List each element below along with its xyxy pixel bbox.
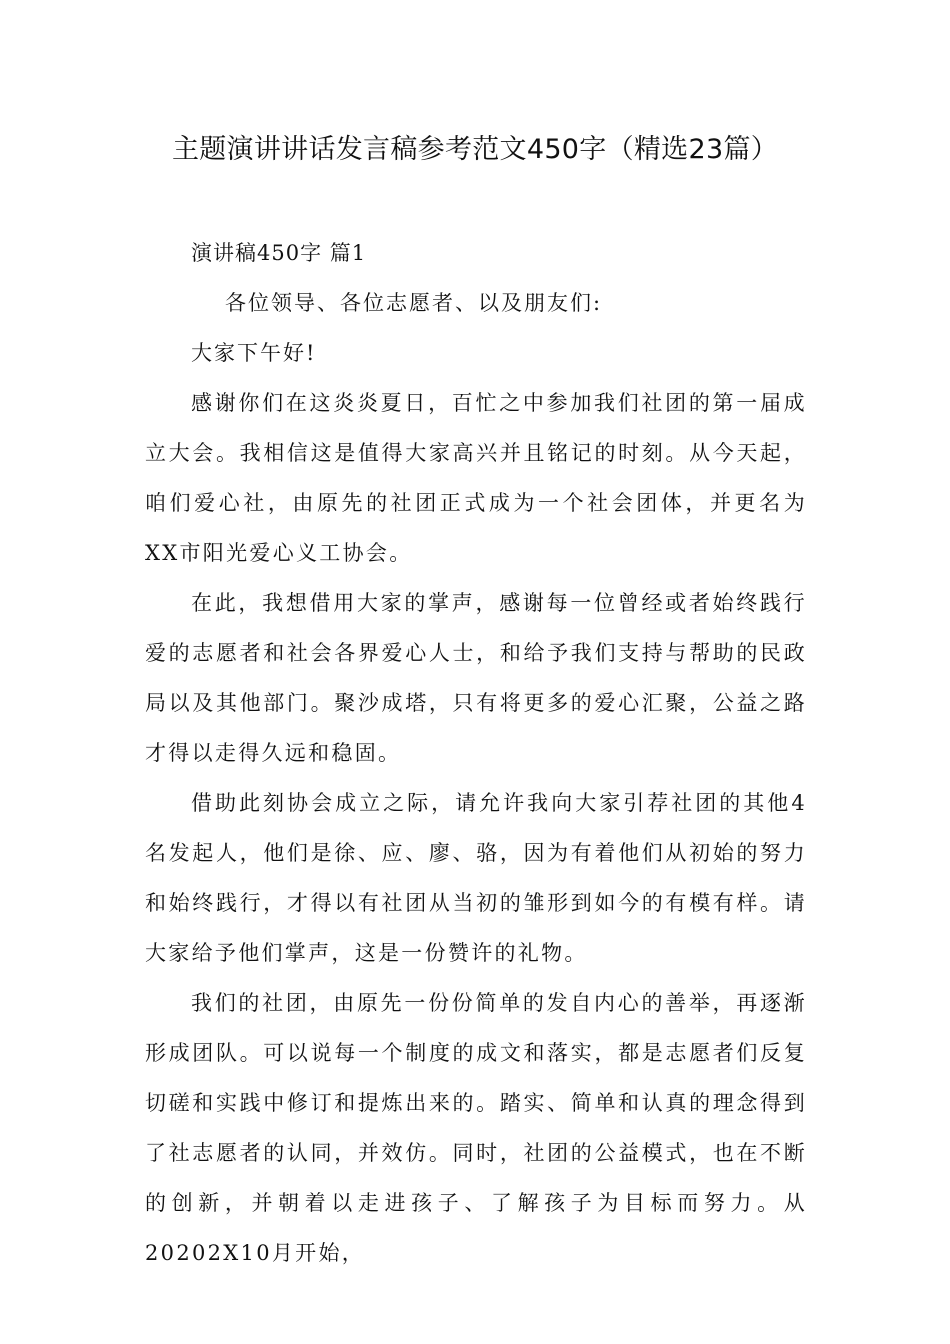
- salutation-line: 各位领导、各位志愿者、以及朋友们:: [225, 291, 603, 315]
- body-paragraphs: [145, 378, 807, 1278]
- document-title: 主题演讲讲话发言稿参考范文450字（精选23篇）: [171, 134, 779, 165]
- paragraph-2: 在此，我想借用大家的掌声，感谢每一位曾经或者始终践行爱的志愿者和社会各界爱心人士，和给予我们支持与帮助的民政局以及其他部门。聚沙成塔，只有将更多的爱心汇聚，公益之路才得以走得久远和稳固。: [145, 591, 807, 765]
- paragraph-3: 借助此刻协会成立之际，请允许我向大家引荐社团的其他4名发起人，他们是徐、应、廖、骆，因为有着他们从初始的努力和始终践行，才得以有社团从当初的雏形到如今的有模有样。请大家给予他们掌声，这是一份赞许的礼物。: [145, 791, 807, 965]
- paragraph-1: 感谢你们在这炎炎夏日，百忙之中参加我们社团的第一届成立大会。我相信这是值得大家高兴并且铭记的时刻。从今天起，咱们爱心社，由原先的社团正式成为一个社会团体，并更名为XX市阳光爱心义工协会。: [145, 391, 807, 565]
- greeting-line: 大家下午好!: [191, 341, 317, 365]
- paragraph-4: 我们的社团，由原先一份份简单的发自内心的善举，再逐渐形成团队。可以说每一个制度的成文和落实，都是志愿者们反复切磋和实践中修订和提炼出来的。踏实、简单和认真的理念得到了社志愿者的认同，并效仿。同时，社团的公益模式，也在不断的创新，并朝着以走进孩子、了解孩子为目标而努力。从20202X10月开始，: [145, 991, 807, 1265]
- section-heading: 演讲稿450字 篇1: [191, 241, 367, 265]
